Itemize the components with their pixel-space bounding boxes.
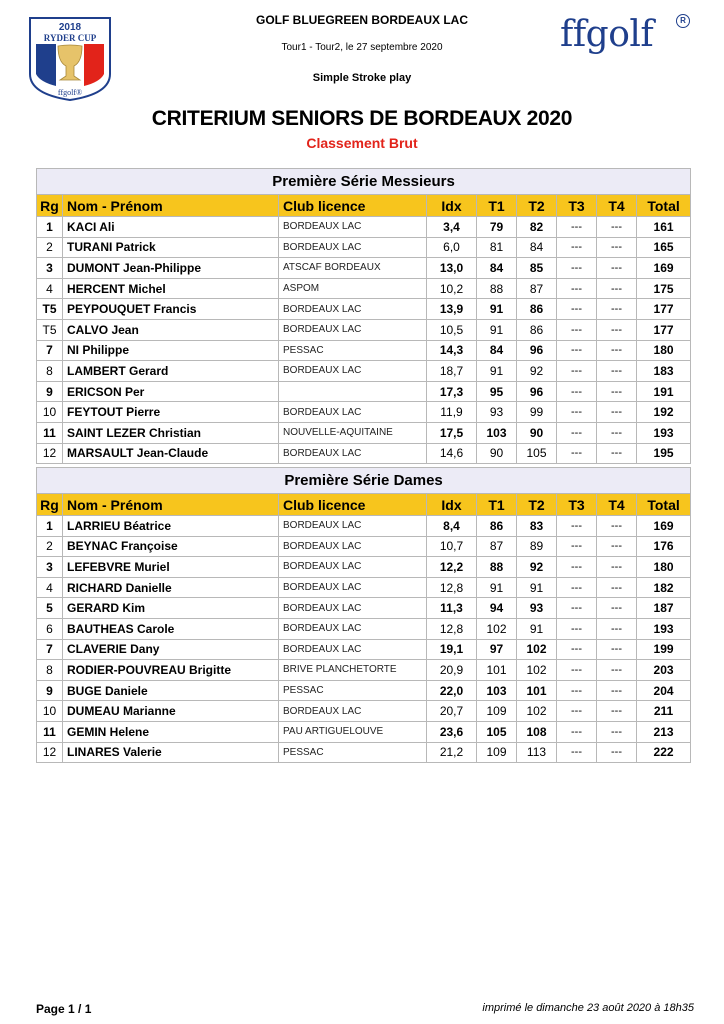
cell-t2: 105: [517, 443, 557, 464]
cell-t3: ---: [557, 381, 597, 402]
header-row: [37, 195, 691, 217]
cell-rg: 5: [37, 598, 63, 619]
cell-name: GERARD Kim: [63, 598, 279, 619]
column-header: T1: [477, 494, 517, 516]
cell-t3: ---: [557, 721, 597, 742]
cell-t2: 93: [517, 598, 557, 619]
cell-name: ERICSON Per: [63, 381, 279, 402]
column-header: T4: [597, 494, 637, 516]
cell-idx: 23,6: [427, 721, 477, 742]
column-header: T1: [477, 195, 517, 217]
cell-rg: 1: [37, 516, 63, 537]
column-header: Idx: [427, 195, 477, 217]
cell-rg: 12: [37, 443, 63, 464]
column-header: Rg: [37, 195, 63, 217]
cell-t2: 92: [517, 557, 557, 578]
cell-t4: ---: [597, 319, 637, 340]
cell-total: 199: [637, 639, 691, 660]
cell-t3: ---: [557, 742, 597, 763]
cell-club: [279, 381, 427, 402]
cell-idx: 14,6: [427, 443, 477, 464]
table-row: [37, 701, 691, 722]
cell-rg: 11: [37, 721, 63, 742]
cell-total: 183: [637, 361, 691, 382]
cell-club: BORDEAUX LAC: [279, 701, 427, 722]
cell-idx: 12,2: [427, 557, 477, 578]
cell-t3: ---: [557, 577, 597, 598]
cell-t3: ---: [557, 639, 597, 660]
cell-t4: ---: [597, 536, 637, 557]
cell-t2: 90: [517, 422, 557, 443]
column-header: Club licence: [279, 494, 427, 516]
cell-total: 211: [637, 701, 691, 722]
table-row: [37, 237, 691, 258]
cell-club: BORDEAUX LAC: [279, 319, 427, 340]
cell-t2: 83: [517, 516, 557, 537]
column-header: T2: [517, 195, 557, 217]
column-header: Total: [637, 494, 691, 516]
cell-total: 193: [637, 422, 691, 443]
cell-idx: 10,5: [427, 319, 477, 340]
section-title: Première Série Messieurs: [37, 169, 691, 195]
cell-t2: 89: [517, 536, 557, 557]
cell-name: LARRIEU Béatrice: [63, 516, 279, 537]
cell-name: RICHARD Danielle: [63, 577, 279, 598]
table-row: [37, 639, 691, 660]
cell-t1: 84: [477, 340, 517, 361]
cell-idx: 12,8: [427, 577, 477, 598]
cell-club: BORDEAUX LAC: [279, 443, 427, 464]
cell-t4: ---: [597, 516, 637, 537]
cell-rg: 1: [37, 217, 63, 238]
cell-t1: 88: [477, 557, 517, 578]
cell-name: LEFEBVRE Muriel: [63, 557, 279, 578]
cell-name: TURANI Patrick: [63, 237, 279, 258]
cell-t4: ---: [597, 443, 637, 464]
table-row: [37, 536, 691, 557]
cell-club: BORDEAUX LAC: [279, 516, 427, 537]
column-header: Rg: [37, 494, 63, 516]
cell-t1: 90: [477, 443, 517, 464]
cell-total: 187: [637, 598, 691, 619]
page-subtitle: Classement Brut: [306, 135, 418, 151]
cell-total: 176: [637, 536, 691, 557]
cell-rg: 10: [37, 701, 63, 722]
cell-name: BAUTHEAS Carole: [63, 618, 279, 639]
cell-rg: 7: [37, 639, 63, 660]
cell-t4: ---: [597, 422, 637, 443]
column-header: Total: [637, 195, 691, 217]
cell-t4: ---: [597, 701, 637, 722]
cell-total: 180: [637, 557, 691, 578]
cell-t2: 86: [517, 299, 557, 320]
cell-t4: ---: [597, 557, 637, 578]
cell-t4: ---: [597, 381, 637, 402]
cell-t4: ---: [597, 577, 637, 598]
cell-t3: ---: [557, 258, 597, 279]
cell-t1: 97: [477, 639, 517, 660]
cell-t1: 88: [477, 278, 517, 299]
column-header: Nom - Prénom: [63, 195, 279, 217]
table-row: [37, 299, 691, 320]
table-row: [37, 381, 691, 402]
table-row: [37, 618, 691, 639]
cell-t4: ---: [597, 680, 637, 701]
cell-t3: ---: [557, 422, 597, 443]
cell-total: 175: [637, 278, 691, 299]
table-row: [37, 217, 691, 238]
cell-club: BORDEAUX LAC: [279, 237, 427, 258]
section-title: Première Série Dames: [37, 468, 691, 494]
cell-t1: 86: [477, 516, 517, 537]
cell-club: BORDEAUX LAC: [279, 557, 427, 578]
cell-t2: 87: [517, 278, 557, 299]
cell-t1: 103: [477, 680, 517, 701]
cell-name: FEYTOUT Pierre: [63, 402, 279, 423]
table-row: [37, 258, 691, 279]
cell-t3: ---: [557, 618, 597, 639]
cell-t1: 84: [477, 258, 517, 279]
cell-t3: ---: [557, 660, 597, 681]
cell-t3: ---: [557, 598, 597, 619]
ffgolf-logo: [560, 12, 690, 68]
cell-idx: 20,7: [427, 701, 477, 722]
cell-t4: ---: [597, 237, 637, 258]
table-row: [37, 516, 691, 537]
cell-t4: ---: [597, 258, 637, 279]
cell-idx: 11,3: [427, 598, 477, 619]
results-table-dames: [36, 467, 691, 763]
table-row: [37, 319, 691, 340]
cell-t4: ---: [597, 402, 637, 423]
cell-idx: 17,3: [427, 381, 477, 402]
cell-t1: 109: [477, 742, 517, 763]
cell-club: NOUVELLE-AQUITAINE: [279, 422, 427, 443]
cell-idx: 6,0: [427, 237, 477, 258]
table-row: [37, 742, 691, 763]
cell-t3: ---: [557, 536, 597, 557]
ffgolf-logo-text: ffgolf: [560, 14, 654, 55]
cell-club: PESSAC: [279, 680, 427, 701]
cell-t1: 103: [477, 422, 517, 443]
table-row: [37, 278, 691, 299]
table-row: [37, 721, 691, 742]
header-row: [37, 494, 691, 516]
cell-t2: 102: [517, 701, 557, 722]
cell-t4: ---: [597, 742, 637, 763]
logo-brand: ffgolf®: [57, 88, 83, 97]
cell-name: DUMEAU Marianne: [63, 701, 279, 722]
cell-t4: ---: [597, 660, 637, 681]
cell-t1: 87: [477, 536, 517, 557]
column-header: Club licence: [279, 195, 427, 217]
cell-t2: 113: [517, 742, 557, 763]
cell-club: BRIVE PLANCHETORTE: [279, 660, 427, 681]
cell-name: LINARES Valerie: [63, 742, 279, 763]
cell-name: HERCENT Michel: [63, 278, 279, 299]
table-row: [37, 680, 691, 701]
cell-idx: 8,4: [427, 516, 477, 537]
cell-total: 195: [637, 443, 691, 464]
table-row: [37, 443, 691, 464]
cell-t4: ---: [597, 361, 637, 382]
cell-total: 165: [637, 237, 691, 258]
cell-total: 180: [637, 340, 691, 361]
cell-total: 203: [637, 660, 691, 681]
cell-idx: 17,5: [427, 422, 477, 443]
cell-total: 177: [637, 319, 691, 340]
cell-rg: 4: [37, 577, 63, 598]
cell-t3: ---: [557, 278, 597, 299]
cell-rg: 6: [37, 618, 63, 639]
cell-idx: 3,4: [427, 217, 477, 238]
cell-club: BORDEAUX LAC: [279, 639, 427, 660]
table-row: [37, 577, 691, 598]
cell-t3: ---: [557, 299, 597, 320]
cell-t3: ---: [557, 319, 597, 340]
cell-club: ASPOM: [279, 278, 427, 299]
cell-t2: 96: [517, 381, 557, 402]
page-number: Page 1 / 1: [36, 1002, 92, 1016]
cell-name: MARSAULT Jean-Claude: [63, 443, 279, 464]
cell-t2: 86: [517, 319, 557, 340]
cell-t4: ---: [597, 299, 637, 320]
table-row: [37, 361, 691, 382]
cell-club: PESSAC: [279, 742, 427, 763]
cell-name: BUGE Daniele: [63, 680, 279, 701]
cell-club: BORDEAUX LAC: [279, 577, 427, 598]
column-header: T4: [597, 195, 637, 217]
cell-name: SAINT LEZER Christian: [63, 422, 279, 443]
cell-t2: 91: [517, 618, 557, 639]
cell-t1: 81: [477, 237, 517, 258]
cell-rg: T5: [37, 319, 63, 340]
cell-total: 193: [637, 618, 691, 639]
registered-mark-icon: R: [676, 14, 690, 28]
table-row: [37, 660, 691, 681]
cell-idx: 10,2: [427, 278, 477, 299]
column-header: Nom - Prénom: [63, 494, 279, 516]
table-row: [37, 557, 691, 578]
logo-year: 2018: [58, 22, 82, 33]
cell-t2: 102: [517, 660, 557, 681]
cell-club: BORDEAUX LAC: [279, 217, 427, 238]
cell-name: LAMBERT Gerard: [63, 361, 279, 382]
cell-t4: ---: [597, 639, 637, 660]
cell-t3: ---: [557, 237, 597, 258]
cell-name: GEMIN Helene: [63, 721, 279, 742]
print-date: imprimé le dimanche 23 août 2020 à 18h35: [482, 1002, 694, 1014]
cell-t3: ---: [557, 443, 597, 464]
cell-t3: ---: [557, 516, 597, 537]
cell-t4: ---: [597, 598, 637, 619]
table-row: [37, 340, 691, 361]
cell-total: 213: [637, 721, 691, 742]
cell-idx: 21,2: [427, 742, 477, 763]
cell-t2: 101: [517, 680, 557, 701]
cell-t2: 96: [517, 340, 557, 361]
cell-t3: ---: [557, 340, 597, 361]
cell-rg: 8: [37, 361, 63, 382]
cell-t2: 108: [517, 721, 557, 742]
cell-idx: 20,9: [427, 660, 477, 681]
cell-rg: 3: [37, 557, 63, 578]
cell-name: RODIER-POUVREAU Brigitte: [63, 660, 279, 681]
cell-t2: 82: [517, 217, 557, 238]
cell-rg: T5: [37, 299, 63, 320]
cell-name: DUMONT Jean-Philippe: [63, 258, 279, 279]
club-name: GOLF BLUEGREEN BORDEAUX LAC: [255, 13, 468, 27]
cell-t4: ---: [597, 340, 637, 361]
cell-rg: 2: [37, 237, 63, 258]
cell-t3: ---: [557, 557, 597, 578]
cell-t1: 91: [477, 299, 517, 320]
cell-idx: 13,0: [427, 258, 477, 279]
column-header: T3: [557, 494, 597, 516]
page-title: CRITERIUM SENIORS DE BORDEAUX 2020: [151, 107, 573, 130]
cell-t4: ---: [597, 217, 637, 238]
cell-name: BEYNAC Françoise: [63, 536, 279, 557]
cell-rg: 3: [37, 258, 63, 279]
cell-t1: 109: [477, 701, 517, 722]
table-row: [37, 422, 691, 443]
cell-name: CALVO Jean: [63, 319, 279, 340]
cell-idx: 14,3: [427, 340, 477, 361]
cell-idx: 10,7: [427, 536, 477, 557]
cell-idx: 11,9: [427, 402, 477, 423]
ryder-cup-logo: [26, 16, 114, 102]
cell-t3: ---: [557, 680, 597, 701]
cell-t1: 91: [477, 319, 517, 340]
cell-club: BORDEAUX LAC: [279, 299, 427, 320]
cell-t1: 79: [477, 217, 517, 238]
tour-date: Tour1 - Tour2, le 27 septembre 2020: [281, 42, 443, 53]
cell-t1: 95: [477, 381, 517, 402]
cell-idx: 18,7: [427, 361, 477, 382]
cell-rg: 4: [37, 278, 63, 299]
cell-rg: 12: [37, 742, 63, 763]
cell-t2: 85: [517, 258, 557, 279]
cell-idx: 12,8: [427, 618, 477, 639]
cell-rg: 9: [37, 680, 63, 701]
cell-name: NI Philippe: [63, 340, 279, 361]
cell-t2: 91: [517, 577, 557, 598]
cell-t1: 105: [477, 721, 517, 742]
cell-t1: 94: [477, 598, 517, 619]
cell-total: 222: [637, 742, 691, 763]
cell-club: PESSAC: [279, 340, 427, 361]
cell-total: 182: [637, 577, 691, 598]
cell-total: 204: [637, 680, 691, 701]
cell-name: PEYPOUQUET Francis: [63, 299, 279, 320]
table-row: [37, 598, 691, 619]
cell-t1: 102: [477, 618, 517, 639]
cell-t3: ---: [557, 701, 597, 722]
cell-t2: 99: [517, 402, 557, 423]
cell-rg: 11: [37, 422, 63, 443]
cell-club: BORDEAUX LAC: [279, 536, 427, 557]
column-header: T3: [557, 195, 597, 217]
cell-t3: ---: [557, 361, 597, 382]
logo-text: RYDER CUP: [43, 33, 97, 43]
cell-club: BORDEAUX LAC: [279, 402, 427, 423]
cell-t1: 101: [477, 660, 517, 681]
play-format: Simple Stroke play: [312, 72, 412, 84]
cell-club: PAU ARTIGUELOUVE: [279, 721, 427, 742]
cell-club: ATSCAF BORDEAUX: [279, 258, 427, 279]
cell-t2: 102: [517, 639, 557, 660]
cell-idx: 13,9: [427, 299, 477, 320]
cell-t4: ---: [597, 618, 637, 639]
cell-total: 161: [637, 217, 691, 238]
cell-rg: 7: [37, 340, 63, 361]
column-header: T2: [517, 494, 557, 516]
table-row: [37, 402, 691, 423]
results-table-messieurs: [36, 168, 691, 464]
cell-t1: 91: [477, 577, 517, 598]
cell-total: 191: [637, 381, 691, 402]
column-header: Idx: [427, 494, 477, 516]
cell-t1: 93: [477, 402, 517, 423]
cell-total: 169: [637, 516, 691, 537]
cell-total: 177: [637, 299, 691, 320]
cell-club: BORDEAUX LAC: [279, 361, 427, 382]
cell-rg: 2: [37, 536, 63, 557]
cell-t4: ---: [597, 721, 637, 742]
cell-name: CLAVERIE Dany: [63, 639, 279, 660]
cell-rg: 8: [37, 660, 63, 681]
cell-idx: 19,1: [427, 639, 477, 660]
cell-club: BORDEAUX LAC: [279, 618, 427, 639]
cell-rg: 9: [37, 381, 63, 402]
cell-total: 192: [637, 402, 691, 423]
cell-t2: 92: [517, 361, 557, 382]
cell-t2: 84: [517, 237, 557, 258]
cell-rg: 10: [37, 402, 63, 423]
cell-idx: 22,0: [427, 680, 477, 701]
cell-total: 169: [637, 258, 691, 279]
cell-t4: ---: [597, 278, 637, 299]
cell-club: BORDEAUX LAC: [279, 598, 427, 619]
cell-t1: 91: [477, 361, 517, 382]
cell-t3: ---: [557, 402, 597, 423]
cell-t3: ---: [557, 217, 597, 238]
cell-name: KACI Ali: [63, 217, 279, 238]
